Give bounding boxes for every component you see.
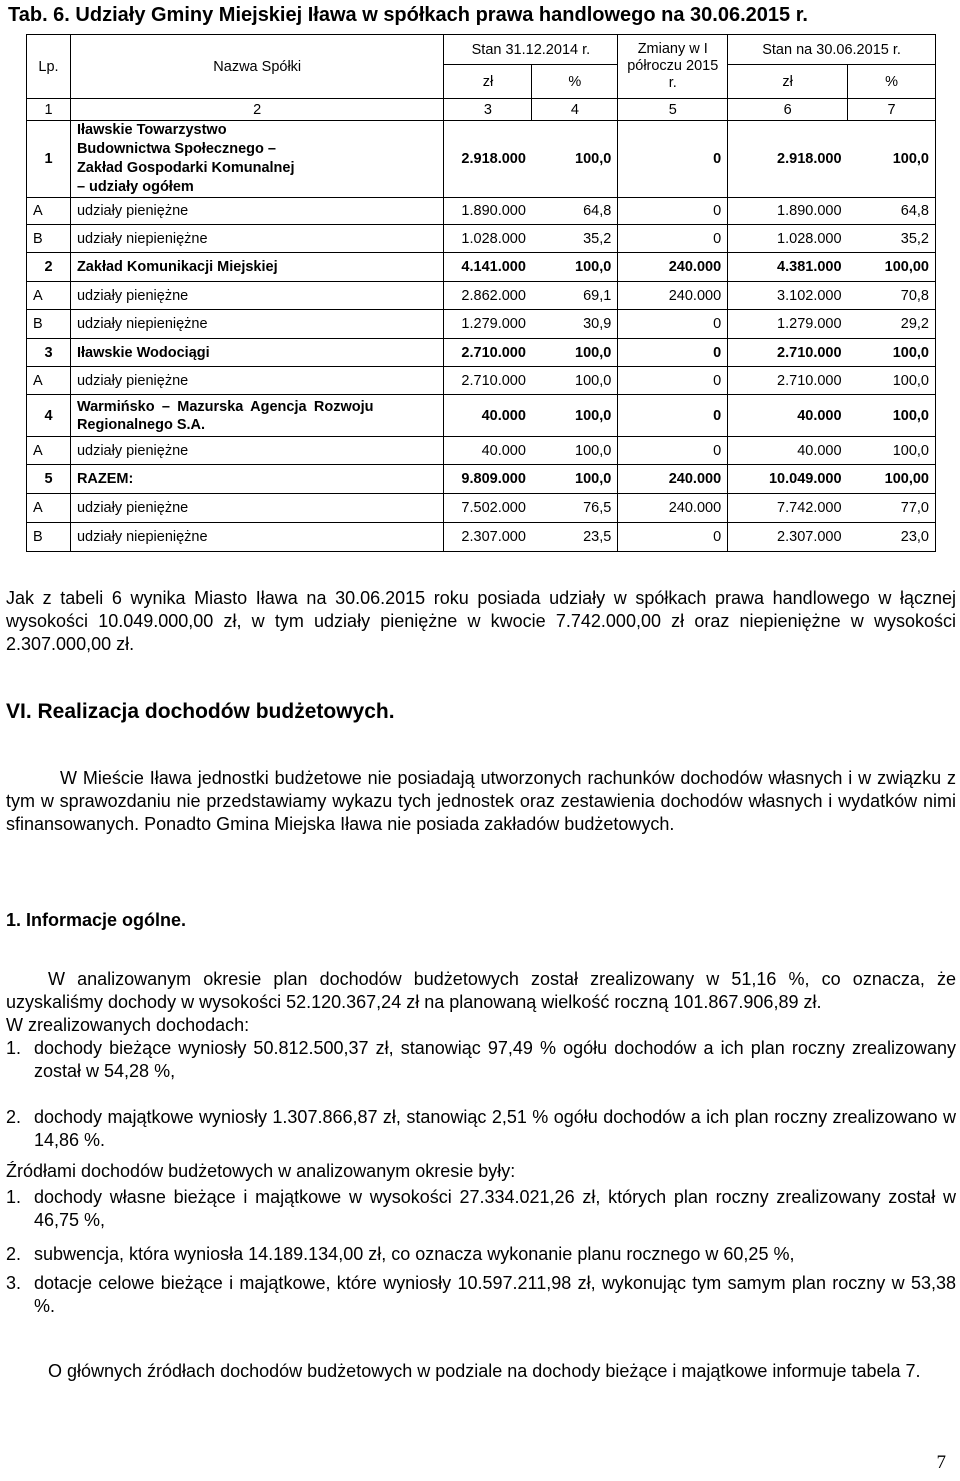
list-number: 1.: [6, 1038, 22, 1058]
row-zl2: 2.710.000: [728, 367, 848, 395]
header-zl1: zł: [444, 65, 532, 99]
row-lp: 5: [27, 465, 71, 494]
list-item: [6, 1186, 956, 1232]
section-heading-1: 1. Informacje ogólne.: [6, 910, 187, 930]
row-zl2: 3.102.000: [728, 282, 848, 310]
row-change: 0: [618, 339, 728, 367]
header-pct2: %: [848, 65, 936, 99]
row-zl1: 40.000: [444, 395, 532, 437]
row-change: 240.000: [618, 465, 728, 494]
table-row: [27, 310, 936, 339]
header-stan2: Stan na 30.06.2015 r.: [728, 35, 936, 65]
row-name: udziały pieniężne: [70, 282, 444, 310]
table-row: [27, 367, 936, 395]
paragraph-table7: O głównych źródłach dochodów budżetowych w podziale na dochody bieżące i majątkowe informuje tabela 7.: [48, 1361, 921, 1381]
table-row: [27, 282, 936, 310]
row-zl2: 4.381.000: [728, 253, 848, 282]
row-p2: 100,0: [848, 339, 936, 367]
row-lp: B: [27, 310, 71, 339]
row-name: udziały pieniężne: [70, 494, 444, 523]
row-lp: A: [27, 494, 71, 523]
colnum: 4: [532, 99, 618, 121]
colnum: 1: [27, 99, 71, 121]
row-p1: 23,5: [532, 523, 618, 552]
row-change: 240.000: [618, 253, 728, 282]
row-p2: 77,0: [848, 494, 936, 523]
list-item: [6, 1037, 956, 1083]
row-p1: 100,0: [532, 437, 618, 465]
table-row: [27, 465, 936, 494]
row-zl2: 1.890.000: [728, 198, 848, 225]
table-row: [27, 253, 936, 282]
row-zl2: 1.028.000: [728, 225, 848, 253]
row-p2: 23,0: [848, 523, 936, 552]
row-p2: 100,0: [848, 437, 936, 465]
row-name: udziały pieniężne: [70, 367, 444, 395]
shares-table: [26, 34, 936, 552]
row-lp: 3: [27, 339, 71, 367]
header-stan1: Stan 31.12.2014 r.: [444, 35, 618, 65]
row-lp: B: [27, 523, 71, 552]
row-zl1: 1.028.000: [444, 225, 532, 253]
paragraph-realized: W zrealizowanych dochodach:: [6, 1015, 250, 1035]
row-name: udziały niepieniężne: [70, 310, 444, 339]
row-p1: 69,1: [532, 282, 618, 310]
row-change: 0: [618, 367, 728, 395]
list-item: [6, 1106, 956, 1152]
row-change: 0: [618, 225, 728, 253]
row-zl1: 40.000: [444, 437, 532, 465]
header-lp: Lp.: [27, 35, 71, 99]
row-zl2: 40.000: [728, 437, 848, 465]
list-number: 2.: [6, 1244, 22, 1264]
table-row: [27, 395, 936, 437]
row-p1: 76,5: [532, 494, 618, 523]
row-lp: A: [27, 437, 71, 465]
row-name: udziały niepieniężne: [70, 225, 444, 253]
table-row: [27, 121, 936, 198]
paragraph-summary: Jak z tabeli 6 wynika Miasto Iława na 30.06.2015 roku posiada udziały w spółkach prawa handlowego w łącznej wysokości 10.049.000,00 zł, w tym udziały pieniężne w kwocie 7.742.000,00 zł oraz niepieniężne w wysokości 2.307.000,00 zł.: [6, 588, 956, 654]
header-pct1: %: [532, 65, 618, 99]
list-text: dotacje celowe bieżące i majątkowe, które wyniosły 10.597.211,98 zł, wykonując tym samym plan roczny w 53,38 %.: [34, 1273, 956, 1316]
row-p2: 64,8: [848, 198, 936, 225]
list-number: 2.: [6, 1107, 22, 1127]
list-number: 1.: [6, 1187, 22, 1207]
row-p2: 100,0: [848, 395, 936, 437]
row-lp: A: [27, 367, 71, 395]
row-p1: 100,0: [532, 465, 618, 494]
column-numbers-row: [27, 99, 936, 121]
row-zl1: 7.502.000: [444, 494, 532, 523]
row-lp: 2: [27, 253, 71, 282]
row-p2: 29,2: [848, 310, 936, 339]
row-zl1: 2.918.000: [444, 121, 532, 198]
list-text: dochody bieżące wyniosły 50.812.500,37 zł, stanowiąc 97,49 % ogółu dochodów a ich plan roczny zrealizowany został w 54,28 %,: [34, 1038, 956, 1081]
row-lp: B: [27, 225, 71, 253]
row-zl2: 2.307.000: [728, 523, 848, 552]
row-p2: 70,8: [848, 282, 936, 310]
row-p2: 35,2: [848, 225, 936, 253]
row-name: Warmińsko – Mazurska Agencja Rozwoju Regionalnego S.A.: [70, 395, 444, 437]
colnum: 6: [728, 99, 848, 121]
row-lp: A: [27, 282, 71, 310]
row-name: RAZEM:: [70, 465, 444, 494]
row-p2: 100,0: [848, 367, 936, 395]
row-zl2: 1.279.000: [728, 310, 848, 339]
colnum: 2: [70, 99, 444, 121]
table-title: Tab. 6. Udziały Gminy Miejskiej Iława w spółkach prawa handlowego na 30.06.2015 r.: [8, 4, 808, 26]
row-change: 0: [618, 310, 728, 339]
row-name: udziały niepieniężne: [70, 523, 444, 552]
header-zmiany: Zmiany w I półroczu 2015 r.: [618, 35, 728, 99]
row-p1: 100,0: [532, 339, 618, 367]
row-zl2: 2.918.000: [728, 121, 848, 198]
row-name: Iławskie Towarzystwo Budownictwa Społecznego – Zakład Gospodarki Komunalnej – udziały ogółem: [70, 121, 444, 198]
row-change: 0: [618, 437, 728, 465]
row-p2: 100,00: [848, 253, 936, 282]
table-row: [27, 437, 936, 465]
row-p1: 64,8: [532, 198, 618, 225]
row-p1: 100,0: [532, 367, 618, 395]
list-item: [6, 1243, 956, 1266]
row-name: Zakład Komunikacji Miejskiej: [70, 253, 444, 282]
row-change: 0: [618, 198, 728, 225]
row-lp: A: [27, 198, 71, 225]
row-change: 0: [618, 395, 728, 437]
header-name: Nazwa Spółki: [70, 35, 444, 99]
row-p2: 100,0: [848, 121, 936, 198]
row-change: 240.000: [618, 494, 728, 523]
table-row: [27, 339, 936, 367]
row-zl1: 2.710.000: [444, 339, 532, 367]
list-text: dochody majątkowe wyniosły 1.307.866,87 zł, stanowiąc 2,51 % ogółu dochodów a ich plan roczny zrealizowano w 14,86 %.: [34, 1107, 956, 1150]
row-zl1: 1.279.000: [444, 310, 532, 339]
row-lp: 4: [27, 395, 71, 437]
list-item: [6, 1272, 956, 1318]
paragraph-plan: W analizowanym okresie plan dochodów budżetowych został zrealizowany w 51,16 %, co oznacza, że uzyskaliśmy dochody w wysokości 52.120.367,24 zł na planowaną wielkość roczną 101.867.906,89 zł.: [6, 969, 956, 1012]
paragraph-budget-units: W Mieście Iława jednostki budżetowe nie posiadają utworzonych rachunków dochodów własnych i w związku z tym w sprawozdaniu nie przedstawiamy wykazu tych jednostek oraz zestawienia dochodów własnych i wydatków nimi sfinansowanych. Ponadto Gmina Miejska Iława nie posiada zakładów budżetowych.: [6, 768, 956, 834]
row-zl1: 4.141.000: [444, 253, 532, 282]
row-zl1: 2.307.000: [444, 523, 532, 552]
row-p1: 100,0: [532, 253, 618, 282]
row-zl2: 2.710.000: [728, 339, 848, 367]
section-heading-vi: VI. Realizacja dochodów budżetowych.: [6, 700, 395, 723]
row-zl2: 40.000: [728, 395, 848, 437]
table-row: [27, 198, 936, 225]
row-p1: 30,9: [532, 310, 618, 339]
row-change: 0: [618, 121, 728, 198]
table-row: [27, 523, 936, 552]
row-zl1: 2.710.000: [444, 367, 532, 395]
row-change: 0: [618, 523, 728, 552]
row-p2: 100,00: [848, 465, 936, 494]
row-change: 240.000: [618, 282, 728, 310]
row-p1: 100,0: [532, 395, 618, 437]
row-p1: 100,0: [532, 121, 618, 198]
colnum: 7: [848, 99, 936, 121]
row-name: udziały pieniężne: [70, 198, 444, 225]
row-name: udziały pieniężne: [70, 437, 444, 465]
row-zl1: 1.890.000: [444, 198, 532, 225]
row-p1: 35,2: [532, 225, 618, 253]
list-text: dochody własne bieżące i majątkowe w wysokości 27.334.021,26 zł, których plan roczny zrealizowany został w 46,75 %,: [34, 1187, 956, 1230]
list-number: 3.: [6, 1273, 22, 1293]
colnum: 3: [444, 99, 532, 121]
row-zl2: 7.742.000: [728, 494, 848, 523]
table-row: [27, 494, 936, 523]
paragraph-sources: Źródłami dochodów budżetowych w analizowanym okresie były:: [6, 1161, 516, 1181]
row-name: Iławskie Wodociągi: [70, 339, 444, 367]
row-zl1: 9.809.000: [444, 465, 532, 494]
page-number: 7: [936, 1452, 946, 1473]
row-zl1: 2.862.000: [444, 282, 532, 310]
row-lp: 1: [27, 121, 71, 198]
table-row: [27, 225, 936, 253]
header-zl2: zł: [728, 65, 848, 99]
colnum: 5: [618, 99, 728, 121]
list-text: subwencja, która wyniosła 14.189.134,00 zł, co oznacza wykonanie planu rocznego w 60,25 %,: [34, 1244, 795, 1264]
row-zl2: 10.049.000: [728, 465, 848, 494]
